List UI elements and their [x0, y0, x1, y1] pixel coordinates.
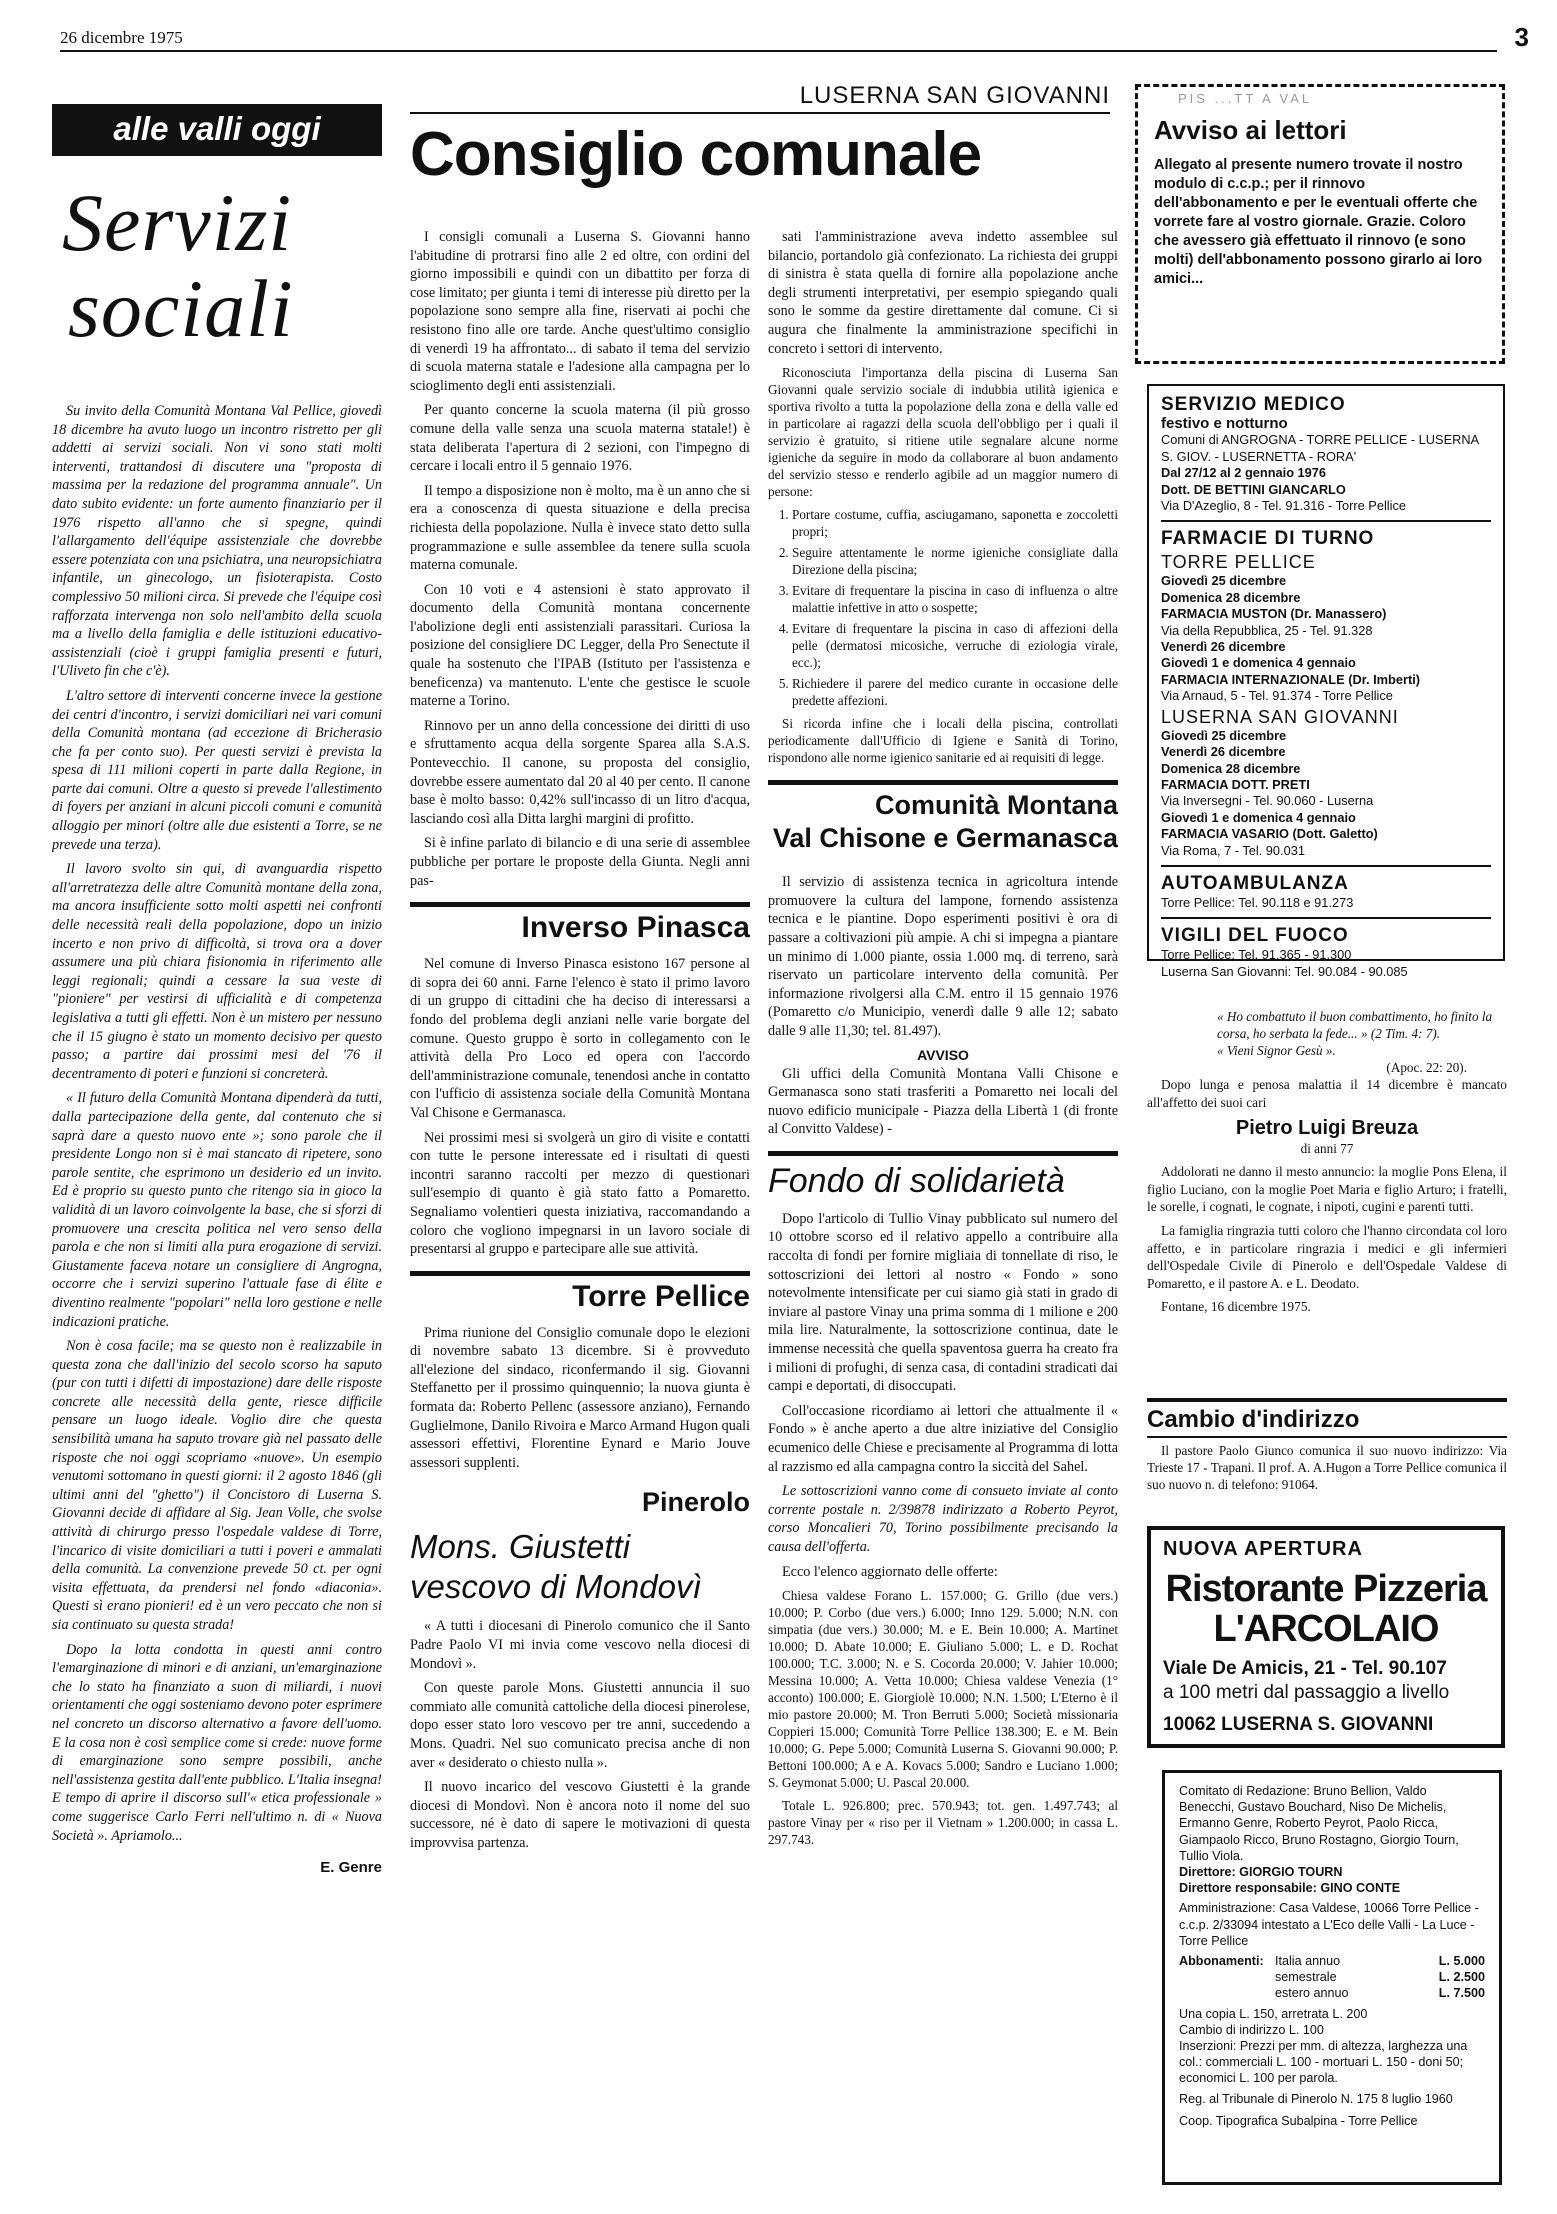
- fondo-section: [768, 1151, 1118, 1848]
- paragraph: Dopo la lotta condotta in questi anni contro l'emarginazione di minori e di anziani, un'emarginazione che lo stato ha finanziato a suon di miliardi, i nuovi orientamenti che oggi sosteniamo devono poter esprimere nel concreto un discorso alternativo a favore dell'uomo. E la cosa non è così semplice come si crede: nuove forme di emarginazione sono sempre possibili, anche nell'assistenza gestita dall'ente pubblico. L'Italia insegna! E tempo di aprire il discorso sull'« etica professionale » come suggerisce Carlo Ferri nell'ultimo n. di « Nuova Società ». Apriamolo...: [52, 1641, 382, 1844]
- abb-type: Italia annuo: [1275, 1954, 1341, 1969]
- ambulanza-line: Torre Pellice: Tel. 90.118 e 91.273: [1161, 894, 1354, 910]
- obituary-quote: « Ho combattuto il buon combattimento, ho finito la corsa, ho serbata la fede... » (2 Tim. 4: 7).: [1217, 1009, 1493, 1041]
- paragraph: Su invito della Comunità Montana Val Pellice, giovedì 18 dicembre ha avuto luogo un incontro ristretto per gli addetti ai servizi sociali. Non vi sono stati molti interventi, trattandosi di discutere una "proposta di massima per la redazione del programma annuale". Un dato subito evidente: un forte aumento finanziario per il 1976 rispetto all'anno che si spegne, quindi l'allargamento dell'équipe assistenziale che dovrebbe essere potenziata con una psichiatra, una neuropsichiatra infantile, un ginecologo, un fisioterapista. Costo complessivo 50 milioni circa. Si prevede che l'équipe così rafforzata intervenga non solo nell'ambito della scuola ma a livello della famiglia e delle istituzioni educativo-assistenziali (cioè i gruppi famiglia presenti e futuri, l'Uliveto fin che c'è).: [52, 403, 382, 680]
- vigili-heading: VIGILI DEL FUOCO: [1161, 925, 1349, 947]
- center-header: [410, 82, 1110, 222]
- box-title: Avviso ai lettori: [1154, 115, 1347, 145]
- paragraph: I consigli comunali a Luserna S. Giovanni hanno l'abitudine di protrarsi fino alle 2 ed oltre, con ordini del giorno impossibili e quindi con un dibattito per forza di cose limitato; per giunta i temi di interesse più diretto per la popolazione sono sempre alla fine, riservati ai pochi che resistono fino alle ore tarde. Anche quest'ultimo consiglio di venerdì 19 ha affrontato... di sabato il tema del servizio di scuola materna statale e l'adesione alla campagna per lo scioglimento degli enti assistenziali.: [410, 229, 750, 394]
- article-kicker: LUSERNA SAN GIOVANNI: [410, 82, 1110, 114]
- colophon-responsabile: Direttore responsabile: GINO CONTE: [1179, 1881, 1401, 1896]
- abbonamenti-table: [1275, 1953, 1485, 2002]
- farmacie-line: Via della Repubblica, 25 - Tel. 91.328: [1161, 622, 1373, 638]
- center-column-b: [768, 228, 1118, 2188]
- obituary-intro: Dopo lunga e penosa malattia il 14 dicembre è mancato all'affetto dei suoi cari: [1147, 1077, 1507, 1110]
- ad-name-line1: Ristorante Pizzeria: [1165, 1568, 1487, 1610]
- section-heading: Pinerolo: [641, 1487, 750, 1518]
- divider: [1161, 865, 1491, 867]
- offerte-list: Chiesa valdese Forano L. 157.000; G. Grillo (due vers.) 10.000; P. Corbo (due vers.) 6.000; Inno 129. 5.000; N.N. con simpatia (due vers.) 30.000; M. e E. Bein 10.000; A. Martinet 10.000; D. Abate 10.000; E. Giuliano 5.000; L. e D. Rochat 100.000; T.C. 3.000; N. e S. Cocorda 20.000; V. Jahier 10.000; Messina 10.000; A. Vetta 10.000; Chiesa valdese Venezia (1° acconto) 100.000; E. Giorgiolè 10.000; N.N. 1.500; L'Eterno è il mio pastore 20.000; M. Tron Berruti 5.000; Società missionaria Coppieri 15.000; Comunità Torre Pellice 138.300; E. e M. Bein 10.000; G. Pepe 5.000; Comunità Luserna S. Giovanni 90.000; P. Bettoni 100.000; A e A. Kovacs 5.000; Sandro e Luciano 1.000; S. Geymonat 5.000; U. Pascal 20.000.: [768, 1588, 1118, 1791]
- farmacie-line: Via Arnaud, 5 - Tel. 91.374 - Torre Pellice: [1161, 688, 1393, 704]
- abb-price: L. 2.500: [1438, 1970, 1485, 1985]
- farmacie-city: LUSERNA SAN GIOVANNI: [1161, 706, 1399, 727]
- abb-price: L. 7.500: [1438, 1986, 1485, 2001]
- article-body: [52, 402, 382, 1845]
- section-kicker: alle valli oggi: [52, 104, 382, 156]
- avviso-heading: AVVISO: [917, 1046, 969, 1063]
- section-heading-line2: Val Chisone e Germanasca: [772, 823, 1118, 854]
- cambio-indirizzo: [1147, 1398, 1507, 1513]
- table-row: [1275, 1985, 1485, 2001]
- ad-city: 10062 LUSERNA S. GIOVANNI: [1163, 1714, 1434, 1735]
- left-column: [52, 104, 382, 2184]
- paragraph: Il tempo a disposizione non è molto, ma è un anno che si era a conoscenza di questa situazione e della precisa richiesta della popolazione. Nulla è invece stato detto sulla programmazione e sulle assemblee da tenere sulla scuola materna comunale.: [410, 482, 750, 574]
- colophon-tipografia: Coop. Tipografica Subalpina - Torre Pellice: [1179, 2113, 1418, 2128]
- obituary-place-date: Fontane, 16 dicembre 1975.: [1161, 1299, 1311, 1315]
- torre-section: [410, 1271, 750, 1473]
- section-heading: Cambio d'indirizzo: [1147, 1406, 1360, 1433]
- divider: [1161, 917, 1491, 919]
- abb-type: semestrale: [1275, 1970, 1337, 1985]
- header-rule: [60, 50, 1497, 52]
- paragraph: Il nuovo incarico del vescovo Giustetti è la grande diocesi di Mondovì. Non è ancora noto il nome del suo successore, né è dato di sapere le motivazioni di questa improvvisa partenza.: [410, 1779, 750, 1851]
- paragraph: Con queste parole Mons. Giustetti annuncia il suo commiato alle comunità cattoliche della diocesi pinerolese, dopo esser stato loro vescovo per tre anni, succedendo a Mons. Quadri. Nel suo comunicato precisa anche di non aver « desiderato o chiesto nulla ».: [410, 1680, 750, 1771]
- farmacie-line: Giovedì 1 e domenica 4 gennaio: [1161, 655, 1356, 671]
- farmacie-line: Domenica 28 dicembre: [1161, 760, 1301, 776]
- table-row: [1275, 1969, 1485, 1985]
- servizio-indirizzo: Via D'Azeglio, 8 - Tel. 91.316 - Torre Pellice: [1161, 498, 1407, 514]
- obituary-age: di anni 77: [1300, 1141, 1354, 1157]
- colophon-box: [1162, 1770, 1502, 2185]
- ristorante-ad: [1147, 1526, 1505, 1748]
- paragraph: Nei prossimi mesi si svolgerà un giro di visite e contatti con tutte le persone interessate ed i risultati di questi incontri saranno raccolti per mezzo di questionari sull'esempio di quanto è già stato fatto a Pomaretto. Segnaliamo volentieri questa iniziativa, raccomandando a coloro che vogliono impegnarsi in un lavoro sociale di presentarsi al gruppo e partecipare alle sue attività.: [410, 1129, 750, 1258]
- paragraph: Gli uffici della Comunità Montana Valli Chisone e Germanasca sono stati trasferiti a Pomaretto nei locali del nuovo edificio municipale - Piazza della Libertà 1 (di fronte al Convitto Valdese) -: [768, 1065, 1118, 1138]
- paragraph: Per quanto concerne la scuola materna (il più grosso comune della valle senza una scuola materna statale!) è stata deliberata l'apertura di 2 sezioni, con l'impegno di cercare i locali entro il 5 gennaio 1976.: [410, 402, 750, 475]
- divider: [1147, 1398, 1507, 1402]
- paragraph: Il servizio di assistenza tecnica in agricoltura intende promuovere la cultura del lampone, fornendo assistenza tecnica e le piantine. Dopo esperimenti positivi è ora di passare a coltivazioni più ampie. A chi si impegna a piantare un minimo di 1.000 piante, ossia 1.000 mq. di terreno, sarà riservato un particolare intervento della comunità. Per informazione rivolgersi alla C.M. entro il 15 gennaio 1976 (Pomaretto c/o Municipio, venerdì dalle 9 alle 12; sabato dalle 9 alle 11,30; tel. 81.497).: [768, 874, 1118, 1039]
- servizio-heading: SERVIZIO MEDICO: [1161, 394, 1346, 415]
- paragraph: Si è infine parlato di bilancio e di una serie di assemblee pubbliche per portare le proposte della Giunta. Negli anni pas-: [410, 835, 750, 889]
- farmacie-line: Giovedì 25 dicembre: [1161, 727, 1287, 743]
- paragraph: L'altro settore di interventi concerne invece la gestione dei centri d'incontro, i servizi domiciliari nei vari comuni della Comunità montana (ad eccezione di Bricherasio che fa per conto suo). Per questi servizi è prevista la spesa di 111 milioni coperti in parte dalla Regione, in parte dai comuni. Oltre a questo si prevede l'allestimento di foyers per anziani in alcuni piccoli comuni e comunità alloggio per minori (oltre alle due esistenti a Torre, se ne prevede una terza).: [52, 687, 382, 853]
- section-heading: Inverso Pinasca: [410, 902, 750, 945]
- page-number: 3: [1514, 22, 1529, 52]
- ad-kicker: NUOVA APERTURA: [1163, 1538, 1363, 1560]
- ad-distance: a 100 metri dal passaggio a livello: [1163, 1682, 1450, 1703]
- divider: [1161, 520, 1491, 522]
- rules-list: [768, 506, 1118, 709]
- farmacie-line: FARMACIA INTERNAZIONALE (Dr. Imberti): [1161, 671, 1421, 687]
- servizi-box: [1147, 384, 1505, 979]
- farmacie-line: FARMACIA DOTT. PRETI: [1161, 776, 1310, 792]
- colophon-amministrazione: Amministrazione: Casa Valdese, 10066 Torre Pellice - c.c.p. 2/33094 intestato a L'Eco delle Valli - La Luce - Torre Pellice: [1179, 1901, 1479, 1948]
- subheading-line1: Mons. Giustetti: [410, 1528, 631, 1566]
- article-signature: E. Genre: [320, 1859, 382, 1877]
- paragraph: « A tutti i diocesani di Pinerolo comunico che il Santo Padre Paolo VI mi invia come vescovo nella diocesi di Mondovì ».: [410, 1618, 750, 1672]
- colophon-inserzioni: Inserzioni: Prezzi per mm. di altezza, larghezza una col.: commerciali L. 100 - mortuari L. 150 - doni 50; economici L. 100 per parola.: [1179, 2039, 1468, 2086]
- farmacie-line: Giovedì 25 dicembre: [1161, 573, 1287, 589]
- farmacie-line: Via Roma, 7 - Tel. 90.031: [1161, 842, 1305, 858]
- pinerolo-section: [410, 1486, 750, 1852]
- section-heading: Torre Pellice: [410, 1271, 750, 1314]
- paragraph: Si ricorda infine che i locali della piscina, controllati periodicamente dall'Ufficio di Igiene e Sanità di Torino, rispondono alle norme igienico sanitarie ed ai requisiti di legge.: [768, 716, 1118, 766]
- paragraph: La famiglia ringrazia tutti coloro che l'hanno circondata col loro affetto, e in particolare ringrazia i medici e gli infermieri dell'Ospedale Civile di Pinerolo e dell'Ospedale Valdese di Pomaretto, e il pastore A. e L. Deodato.: [1147, 1222, 1507, 1291]
- article-title: Consiglio comunale: [410, 120, 982, 189]
- farmacie-line: Venerdì 26 dicembre: [1161, 744, 1286, 760]
- paragraph: Con 10 voti e 4 astensioni è stato approvato il documento della Comunità montana concernente l'abolizione degli enti assistenziali parassitari. Curiosa la posizione del consigliere DC Legger, della Pro Senectute il quale ha sostenuto che l'IPAB (Istituto per l'assistenza e beneficenza) va mantenuto. L'ente che gestisce le scuole materne a Torino.: [410, 581, 750, 710]
- paragraph: Prima riunione del Consiglio comunale dopo le elezioni di novembre sabato 13 dicembre. Si è provveduto all'elezione del sindaco, riconfermando il sig. Giovanni Steffanetto per il prossimo quinquennio; la nuova giunta è formata da: Roberto Pellenc (assessore anziano), Fernando Guglielmone, Danilo Rivoira e Marco Armand Hugon quali assessori effettivi, Florentine Eynard e Mario Jouve assessori supplenti.: [410, 1324, 750, 1471]
- servizio-medico: Dott. DE BETTINI GIANCARLO: [1161, 481, 1346, 497]
- article-body: [410, 228, 750, 890]
- paragraph: « Il futuro della Comunità Montana dipenderà da tutti, dalla partecipazione della gente, dal contenuto che si saprà dare a questo nuovo ente »; sono parole che il presidente Longo non si è mai stancato di ripetere, sono parole sentite, che esprimono un desiderio ed un invito. Ed è proprio su questo punto che ritengo sia in gioco la validità di un lavoro coinvolgente la base, che si sforzi di promuovere una crescita politica nel vero senso della parola e che non si limiti alla pura erogazione di servizi. Giustamente faceva notare un consigliere di Angrogna, occorre che i servizi superino l'attuale fase di élite e diventino realmente "popolari" nella loro gestione e nelle indicazioni pratiche.: [52, 1090, 382, 1330]
- obituary: [1147, 1008, 1507, 1378]
- paragraph: Non è cosa facile; ma se questo non è realizzabile in questa zona che dall'inizio del secolo scorso ha saputo (pur con tutti i difetti di impostazione) dare delle risposte concrete alle necessità della gente, riesce difficile pensare un luogo ideale. Voglio dire che questa sensibilità umana ha saputo trovare già nel passato delle risposte che noi oggi scopriamo «nuove». Un esempio venutomi sottomano in questi giorni: il 2 agosto 1846 (gli ultimi anni del "ghetto") il Concistoro di Luserna S. Giovanni decide di affidare al Sig. Jean Volle, che svolse attività di chirurgo presso l'ospedale valdese di Torre, l'incarico di visite domiciliari a tutti i poveri e ammalati della comunità. La convenzione prevede 50 ct. per ogni visita effettuata, da prendersi nel fondo «diaconia». Questi sì erano pionieri! ed è un vero peccato che non si sia continuato su questa strada!: [52, 1338, 382, 1633]
- farmacie-line: Domenica 28 dicembre: [1161, 589, 1301, 605]
- subheading-line2: vescovo di Mondovì: [410, 1568, 702, 1606]
- abbonamenti-label: Abbonamenti:: [1179, 1954, 1264, 1969]
- paragraph: Il pastore Paolo Giunco comunica il suo nuovo indirizzo: Via Trieste 17 - Trapani. Il prof. A. A.Hugon a Torre Pellice comunica il suo nuovo n. di telefono: 91064.: [1147, 1443, 1507, 1492]
- paragraph: Le sottoscrizioni vanno come di consueto inviate al conto corrente postale n. 2/39878 indirizzato a Roberto Peyrot, corso Moncalieri 70, Torino possibilmente precisando la causa dell'offerta.: [768, 1483, 1118, 1555]
- article-title: [62, 177, 382, 354]
- servizio-comuni: Comuni di ANGROGNA - TORRE PELLICE - LUSERNA S. GIOV. - LUSERNETTA - RORA': [1161, 432, 1479, 464]
- servizio-sub: festivo e notturno: [1161, 415, 1288, 432]
- vigili-line: Luserna San Giovanni: Tel. 90.084 - 90.085: [1161, 963, 1408, 979]
- obituary-name: Pietro Luigi Breuza: [1235, 1117, 1419, 1140]
- colophon-copia: Una copia L. 150, arretrata L. 200: [1179, 2006, 1368, 2021]
- colophon-redazione: Comitato di Redazione: Bruno Bellion, Valdo Benecchi, Gustavo Bouchard, Niso De Michelis, Ermanno Genre, Roberto Peyrot, Paolo Ricca, Giampaolo Ricco, Bruno Rostagno, Giorgio Tourn, Tullio Viola.: [1179, 1784, 1459, 1863]
- vigili-line: Torre Pellice: Tel. 91.365 - 91.300: [1161, 947, 1352, 963]
- stamp-text: PIS ...TT A VAL: [1178, 91, 1313, 106]
- colophon-cambio: Cambio di indirizzo L. 100: [1179, 2022, 1324, 2037]
- paragraph: Dopo l'articolo di Tullio Vinay pubblicato sul numero del 10 ottobre scorso ed il relativo appello a contribuire alla raccolta di fondi per fornire migliaia di tonnellate di riso, le sottoscrizioni dei lettori al nostro « Fondo » sono notevolmente intensificate per cui siamo già stati in grado di inviare al pastore Vinay una prima somma di 1 milione e 200 mila lire. Naturalmente, la sottoscrizione continua, date le immense necessità che quella spaventosa guerra ha creato fra i milioni di profughi, di senza casa, di contadini stradicati dai campi e deportati, di disoccupati.: [768, 1210, 1118, 1395]
- farmacie-city: TORRE PELLICE: [1161, 552, 1316, 573]
- list-item: 1. Portare costume, cuffia, asciugamano, saponetta e zoccoletti propri;: [792, 506, 1118, 540]
- colophon-direttore: Direttore: GIORGIO TOURN: [1179, 1865, 1343, 1880]
- ad-name-line2: L'ARCOLAIO: [1213, 1608, 1439, 1650]
- paragraph: Il lavoro svolto sin qui, di avanguardia rispetto all'arretratezza delle altre Comunità montane della zona, ma ancora insufficiente sotto molti aspetti nei confronti delle necessità reali della popolazione, dopo un inizio incerto e non privo di difficoltà, si trova ora a dover assumere una più chiara fisionomia in riferimento alle leggi regionali; quindi a cessare la sua veste di "pioniere" per vestirsi di ufficialità e di competenza legislativa a tutti gli effetti. Non è un mistero per nessuno che il 15 giugno è stato un momento decisivo per questo passo; a partire dai prossimi mesi del '76 il decentramento di poteri e funzioni si concreterà.: [52, 861, 382, 1082]
- farmacie-line: Via Inversegni - Tel. 90.060 - Luserna: [1161, 793, 1374, 809]
- paragraph: Ecco l'elenco aggiornato delle offerte:: [782, 1563, 998, 1580]
- table-row: [1275, 1953, 1485, 1969]
- list-item: 4. Evitare di frequentare la piscina in caso di affezioni della pelle (dermatosi micosiche, verruche di eziologia virale, ecc.);: [792, 620, 1118, 671]
- servizio-periodo: Dal 27/12 al 2 gennaio 1976: [1161, 465, 1327, 481]
- box-text: Allegato al presente numero trovate il nostro modulo di c.c.p.; per il rinnovo dell'abbonamento e per le eventuali offerte che vorrete fare al vostro giornale. Grazie. Coloro che avessero già effettuato il rinnovo (e sono molti) dell'abbonamento possono girarlo ai loro amici...: [1154, 157, 1483, 287]
- farmacie-line: Venerdì 26 dicembre: [1161, 639, 1286, 655]
- article-title-line2: sociali: [68, 263, 294, 354]
- article-title-line1: Servizi: [62, 177, 293, 268]
- totale: Totale L. 926.800; prec. 570.943; tot. gen. 1.497.743; al pastore Vinay per « riso per il Vietnam » 1.200.000; in cassa L. 297.743.: [768, 1798, 1118, 1848]
- list-item: 2. Seguire attentamente le norme igieniche consigliate dalla Direzione della piscina;: [792, 544, 1118, 578]
- list-item: 3. Evitare di frequentare la piscina in caso di influenza o altre malattie infettive in atto o sospette;: [792, 582, 1118, 616]
- paragraph: Riconosciuta l'importanza della piscina di Luserna San Giovanni quale servizio sociale di indubbia utilità igienica e sportiva rivolto a tutta la popolazione della zona e della valle ed in particolare ai ragazzi della scuola dell'obbligo per i quali il servizio è gratuito, si ritiene utile segnalare alcune norme igieniche da seguire in modo da collaborare al buon andamento del servizio stesso e renderlo agibile ad un maggior numero di persone:: [768, 365, 1118, 500]
- colophon-registro: Reg. al Tribunale di Pinerolo N. 175 8 luglio 1960: [1179, 2091, 1453, 2106]
- center-column-a: [410, 228, 750, 2188]
- paragraph: sati l'amministrazione aveva indetto assemblee sul bilancio, portandolo già confezionato. La richiesta dei gruppi di sinistra è stata quella di fornire alla popolazione anche degli strumenti interpretativi, per esempio spiegando quali sono le somme da gestire direttamente dal comune. Ci si augura che finalmente la amministrazione specifichi in concreto i settori di intervento.: [768, 229, 1118, 357]
- inverso-section: [410, 902, 750, 1259]
- list-item: 5. Richiedere il parere del medico curante in occasione delle predette affezioni.: [792, 675, 1118, 709]
- paragraph: Nel comune di Inverso Pinasca esistono 167 persone al di sopra dei 60 anni. Farne l'elenco è stato il primo lavoro di un gruppo di cittadini che ha deciso di interessarsi a fondo del problema degli anziani nelle varie borgate del comune. Questo gruppo è sorto in collegamento con le attività della Pro Loco ed opera con l'accordo dell'amministrazione comunale, tenendosi anche in contatto con l'ufficio di assistenza sociale della Comunità Montana Val Chisone e Germanasca.: [410, 956, 750, 1121]
- divider: [1147, 1436, 1507, 1438]
- farmacie-line: FARMACIA VASARIO (Dott. Galetto): [1161, 826, 1378, 842]
- section-heading-line1: Comunità Montana: [875, 790, 1118, 821]
- paragraph: Coll'occasione ricordiamo ai lettori che attualmente il « Fondo » è anche aperto a due altre iniziative del Consiglio ecumenico delle Chiese e precisamente al Programma di lotta al razzismo ed alla campagna contro la siccità del Sahel.: [768, 1402, 1118, 1475]
- colophon-abbonamenti: [1179, 1953, 1485, 2002]
- farmacie-line: Giovedì 1 e domenica 4 gennaio: [1161, 809, 1356, 825]
- obituary-quote-ref: (Apoc. 22: 20).: [1386, 1060, 1467, 1075]
- avviso-lettori-box: [1135, 84, 1505, 364]
- comunita-section: [768, 780, 1118, 1139]
- abb-type: estero annuo: [1275, 1986, 1349, 2001]
- abb-price: L. 5.000: [1438, 1954, 1485, 1969]
- ambulanza-heading: AUTOAMBULANZA: [1161, 872, 1349, 894]
- paragraph: Addolorati ne danno il mesto annuncio: la moglie Pons Elena, il figlio Luciano, con la moglie Poet Maria e figlio Arturo; i fratelli, le sorelle, i cognati, le cognate, i nipoti, cugini e parenti tutti.: [1147, 1164, 1507, 1215]
- section-heading: Fondo di solidarietà: [768, 1161, 1065, 1200]
- obituary-quote: « Vieni Signor Gesù ».: [1217, 1043, 1336, 1058]
- farmacie-line: FARMACIA MUSTON (Dr. Manassero): [1161, 606, 1387, 622]
- ad-address: Viale De Amicis, 21 - Tel. 90.107: [1163, 1658, 1447, 1679]
- farmacie-heading: FARMACIE DI TURNO: [1161, 528, 1375, 550]
- issue-date: 26 dicembre 1975: [60, 28, 183, 47]
- paragraph: Rinnovo per un anno della concessione dei diritti di uso e sfruttamento acqua della sorgente Sparea alla S.A.S. Pontevecchio. Il canone, su proposta del consiglio, dovrebbe essere aumentato dal 20 al 40 per cento. Il canone base è molto basso: 0,42% sull'incasso di un litro d'acqua, lasciando così alla Ditta larghi margini di profitto.: [410, 717, 750, 827]
